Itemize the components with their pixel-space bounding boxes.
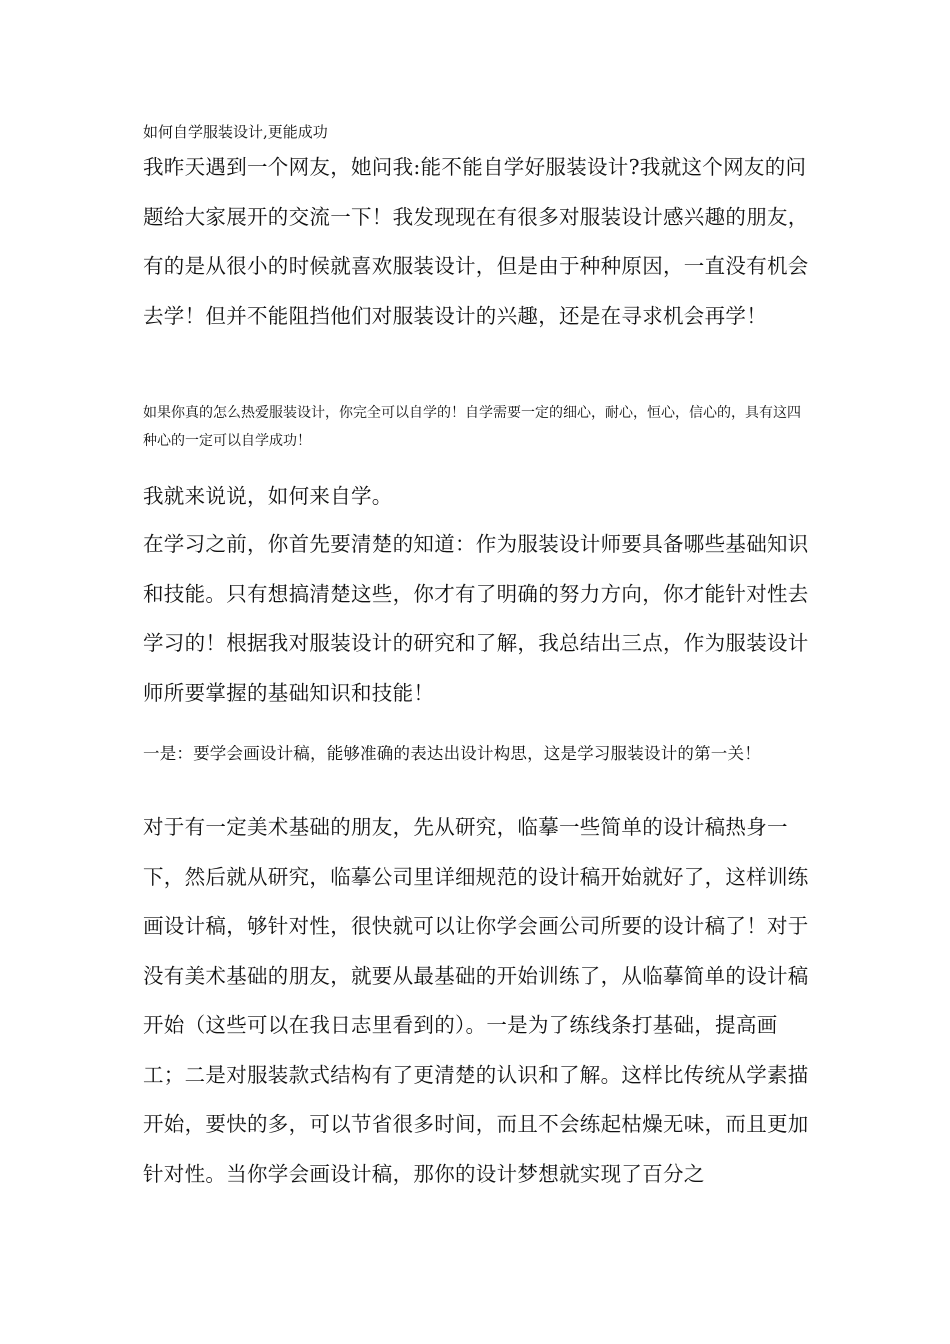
paragraph-self-study: 如果你真的怎么热爱服装设计，你完全可以自学的！自学需要一定的细心，耐心，恒心，信心的，具有这四种心的一定可以自学成功！ — [143, 405, 801, 449]
paragraph-basics: 在学习之前，你首先要清楚的知道：作为服装设计师要具备哪些基础知识和技能。只有想搞清楚这些，你才有了明确的努力方向，你才能针对性去学习的！根据我对服装设计的研究和了解，我总结出三点，作为服装设计师所要掌握的基础知识和技能！ — [143, 532, 809, 705]
paragraph-how-to: 我就来说说，如何来自学。 — [143, 484, 393, 508]
paragraph-intro: 我昨天遇到一个网友，她问我:能不能自学好服装设计?我就这个网友的问题给大家展开的交流一下！我发现现在有很多对服装设计感兴趣的朋友，有的是从很小的时候就喜欢服装设计，但是由于种种原因，一直没有机会去学！但并不能阻挡他们对服装设计的兴趣，还是在寻求机会再学！ — [143, 155, 809, 328]
paragraph-point-one: 一是：要学会画设计稿，能够准确的表达出设计构思，这是学习服装设计的第一关！ — [143, 744, 761, 763]
paragraph-practice: 对于有一定美术基础的朋友，先从研究，临摹一些简单的设计稿热身一下，然后就从研究，临摹公司里详细规范的设计稿开始就好了，这样训练画设计稿，够针对性，很快就可以让你学会画公司所要的设计稿了！对于没有美术基础的朋友，就要从最基础的开始训练了，从临摹简单的设计稿开始（这些可以在我日志里看到的）。一是为了练线条打基础，提高画工；二是对服装款式结构有了更清楚的认识和了解。这样比传统从学素描开始，要快的多，可以节省很多时间，而且不会练起枯燥无味，而且更加针对性。当你学会画设计稿，那你的设计梦想就实现了百分之 — [143, 815, 809, 1186]
document-title: 如何自学服装设计,更能成功 — [143, 123, 328, 141]
